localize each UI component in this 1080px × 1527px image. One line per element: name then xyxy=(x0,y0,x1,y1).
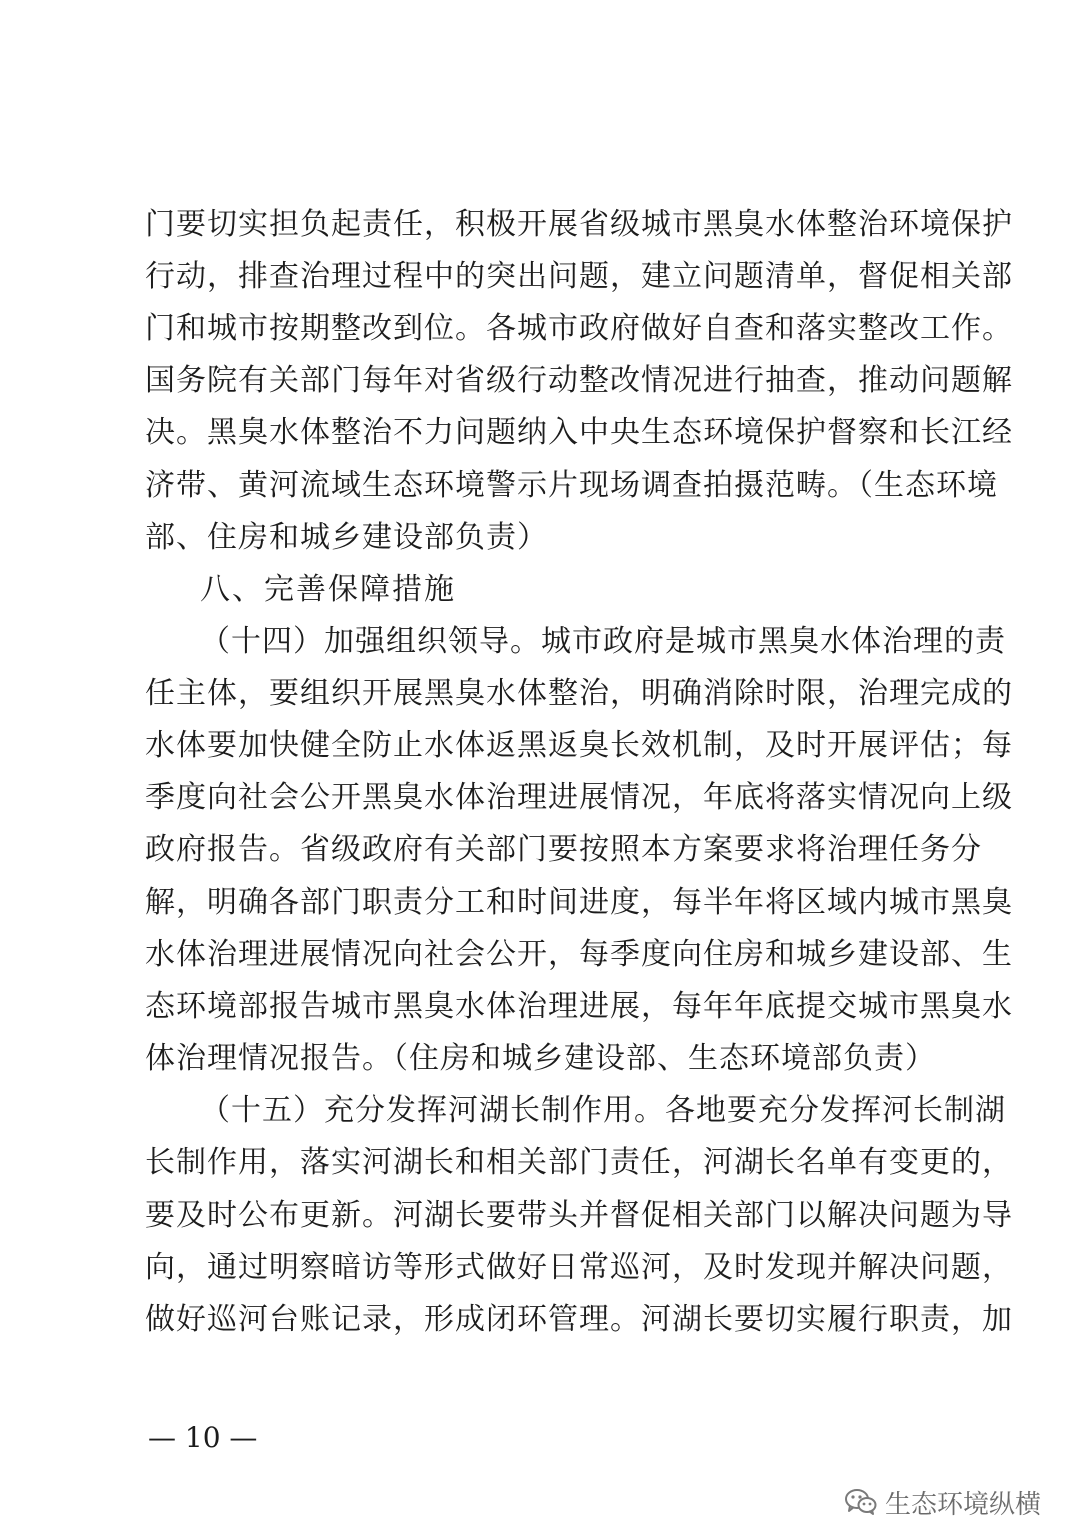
body-text-line: 政府报告。省级政府有关部门要按照本方案要求将治理任务分 xyxy=(145,832,982,867)
body-text-line: 水体要加快健全防止水体返黑返臭长效机制，及时开展评估；每 xyxy=(145,728,1013,763)
watermark xyxy=(845,1482,1041,1522)
body-text-line: 部、住房和城乡建设部负责） xyxy=(145,520,548,555)
body-text-line: 解，明确各部门职责分工和时间进度，每半年将区域内城市黑臭 xyxy=(145,885,1013,920)
watermark-text: 生态环境纵横 xyxy=(885,1489,1042,1520)
body-text-line: 态环境部报告城市黑臭水体治理进展，每年年底提交城市黑臭水 xyxy=(145,989,1013,1024)
body-text-line: 季度向社会公开黑臭水体治理进展情况，年底将落实情况向上级 xyxy=(145,780,1013,815)
paragraph-first-line: （十四）加强组织领导。城市政府是城市黑臭水体治理的责 xyxy=(200,624,1006,659)
body-text-line: 长制作用，落实河湖长和相关部门责任，河湖长名单有变更的， xyxy=(145,1145,1013,1180)
body-text-line: 国务院有关部门每年对省级行动整改情况进行抽查，推动问题解 xyxy=(145,363,1013,398)
body-text-line: 决。黑臭水体整治不力问题纳入中央生态环境保护督察和长江经 xyxy=(145,415,1013,450)
body-text-line: 任主体，要组织开展黑臭水体整治，明确消除时限，治理完成的 xyxy=(145,676,1013,711)
body-text-line: 行动，排查治理过程中的突出问题，建立问题清单，督促相关部 xyxy=(145,259,1013,294)
section-heading: 八、完善保障措施 xyxy=(200,572,456,607)
body-text-line: 水体治理进展情况向社会公开，每季度向住房和城乡建设部、生 xyxy=(145,937,1013,972)
body-text-line: 向，通过明察暗访等形式做好日常巡河，及时发现并解决问题， xyxy=(145,1250,1013,1285)
body-text-line: 门要切实担负起责任，积极开展省级城市黑臭水体整治环境保护 xyxy=(145,207,1013,242)
page-number: — 10 — xyxy=(148,1421,258,1454)
body-text-line: 要及时公布更新。河湖长要带头并督促相关部门以解决问题为导 xyxy=(145,1198,1013,1233)
body-text-line: 体治理情况报告。（住房和城乡建设部、生态环境部负责） xyxy=(145,1041,936,1076)
wechat-icon xyxy=(845,1488,877,1516)
paragraph-first-line: （十五）充分发挥河湖长制作用。各地要充分发挥河长制湖 xyxy=(200,1093,1006,1128)
body-text-line: 门和城市按期整改到位。各城市政府做好自查和落实整改工作。 xyxy=(145,311,1013,346)
body-text-line: 做好巡河台账记录，形成闭环管理。河湖长要切实履行职责，加 xyxy=(145,1302,1013,1337)
body-text-line: 济带、黄河流域生态环境警示片现场调查拍摄范畴。（生态环境 xyxy=(145,468,998,503)
